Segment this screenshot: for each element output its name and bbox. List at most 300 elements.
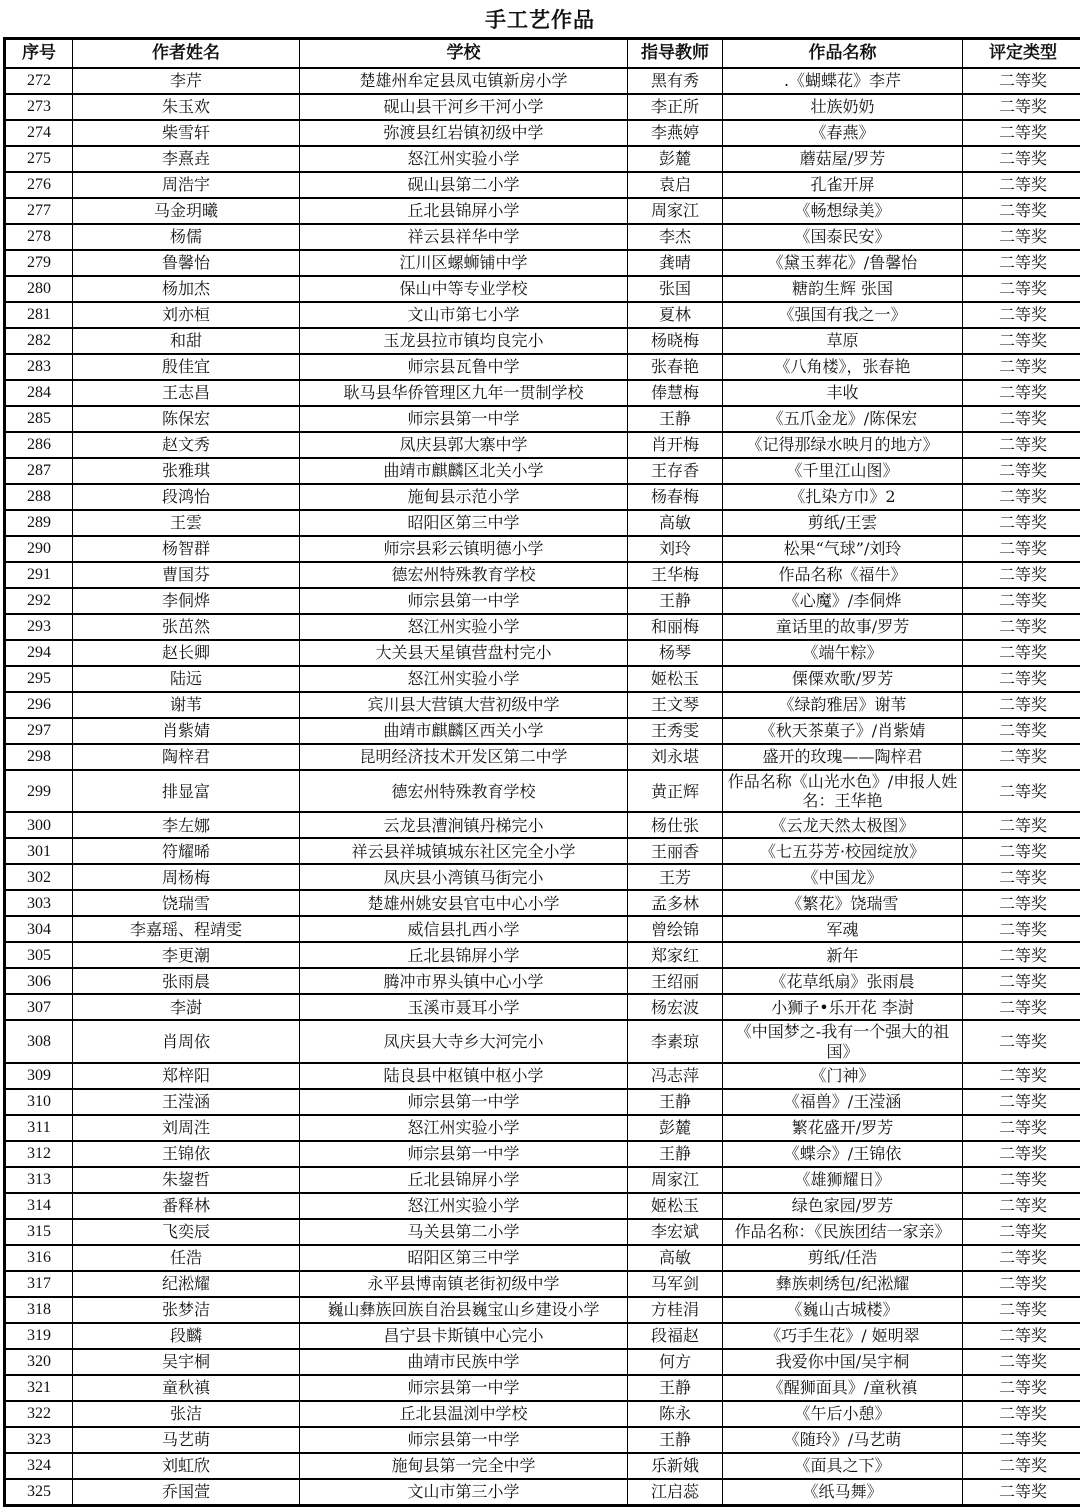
cell-index: 281: [5, 302, 73, 328]
cell-work: 《黛玉葬花》/鲁馨怡: [723, 250, 963, 276]
cell-school: 昭阳区第三中学: [300, 510, 628, 536]
cell-school: 楚雄州牟定县凤屯镇新房小学: [300, 68, 628, 94]
cell-teacher: 黑有秀: [628, 68, 723, 94]
cell-work: 剪纸/任浩: [723, 1245, 963, 1271]
cell-award: 二等奖: [963, 968, 1080, 994]
cell-award: 二等奖: [963, 484, 1080, 510]
cell-work: 《七五芬芳·校园绽放》: [723, 838, 963, 864]
cell-teacher: 龚晴: [628, 250, 723, 276]
cell-index: 289: [5, 510, 73, 536]
cell-work: 《午后小憩》: [723, 1401, 963, 1427]
cell-author: 张梦洁: [73, 1297, 300, 1323]
cell-author: 周杨梅: [73, 864, 300, 890]
cell-work: 剪纸/王雲: [723, 510, 963, 536]
cell-index: 299: [5, 770, 73, 812]
cell-index: 275: [5, 146, 73, 172]
cell-award: 二等奖: [963, 1427, 1080, 1453]
cell-teacher: 王文琴: [628, 692, 723, 718]
cell-work: 《五爪金龙》/陈保宏: [723, 406, 963, 432]
cell-work: 《纸马舞》: [723, 1479, 963, 1506]
cell-teacher: 高敏: [628, 510, 723, 536]
table-row: [5, 1193, 1080, 1219]
cell-teacher: 方桂涓: [628, 1297, 723, 1323]
cell-school: 宾川县大营镇大营初级中学: [300, 692, 628, 718]
cell-teacher: 张春艳: [628, 354, 723, 380]
cell-teacher: 高敏: [628, 1245, 723, 1271]
cell-school: 师宗县第一中学: [300, 1089, 628, 1115]
cell-award: 二等奖: [963, 1020, 1080, 1062]
cell-award: 二等奖: [963, 994, 1080, 1020]
cell-index: 296: [5, 692, 73, 718]
column-header-teacher: 指导教师: [628, 39, 723, 69]
cell-work: 《醒狮面具》/童秋禛: [723, 1375, 963, 1401]
cell-index: 310: [5, 1089, 73, 1115]
cell-index: 307: [5, 994, 73, 1020]
cell-teacher: 俸慧梅: [628, 380, 723, 406]
cell-award: 二等奖: [963, 1271, 1080, 1297]
cell-school: 文山市第七小学: [300, 302, 628, 328]
cell-work: 壮族奶奶: [723, 94, 963, 120]
cell-author: 谢苇: [73, 692, 300, 718]
cell-index: 300: [5, 812, 73, 838]
cell-index: 297: [5, 718, 73, 744]
cell-award: 二等奖: [963, 640, 1080, 666]
table-row: [5, 1323, 1080, 1349]
cell-work: 彝族刺绣包/纪淞耀: [723, 1271, 963, 1297]
cell-work: 作品名称《山光水色》/申报人姓名：王华艳: [723, 770, 963, 812]
cell-work: 《八角楼》，张春艳: [723, 354, 963, 380]
cell-index: 298: [5, 744, 73, 770]
cell-index: 292: [5, 588, 73, 614]
cell-teacher: 王静: [628, 1089, 723, 1115]
cell-index: 304: [5, 916, 73, 942]
cell-award: 二等奖: [963, 916, 1080, 942]
cell-work: 《心魔》/李侗烨: [723, 588, 963, 614]
cell-index: 287: [5, 458, 73, 484]
cell-work: 童话里的故事/罗芳: [723, 614, 963, 640]
cell-author: 朱鋆哲: [73, 1167, 300, 1193]
cell-award: 二等奖: [963, 1323, 1080, 1349]
table-row: [5, 864, 1080, 890]
cell-work: 糖韵生辉 张国: [723, 276, 963, 302]
cell-author: 曹国芬: [73, 562, 300, 588]
cell-work: 《繁花》饶瑞雪: [723, 890, 963, 916]
cell-work: 蘑菇屋/罗芳: [723, 146, 963, 172]
cell-award: 二等奖: [963, 510, 1080, 536]
cell-index: 305: [5, 942, 73, 968]
cell-teacher: 杨琴: [628, 640, 723, 666]
cell-author: 赵长卿: [73, 640, 300, 666]
cell-work: 《中国梦之-我有一个强大的祖国》: [723, 1020, 963, 1062]
cell-teacher: 王芳: [628, 864, 723, 890]
cell-index: 313: [5, 1167, 73, 1193]
cell-award: 二等奖: [963, 1297, 1080, 1323]
cell-teacher: 王丽香: [628, 838, 723, 864]
table-row: [5, 692, 1080, 718]
cell-work: 《云龙天然太极图》: [723, 812, 963, 838]
table-row: [5, 146, 1080, 172]
cell-award: 二等奖: [963, 1401, 1080, 1427]
column-header-work: 作品名称: [723, 39, 963, 69]
cell-award: 二等奖: [963, 1453, 1080, 1479]
table-row: [5, 666, 1080, 692]
cell-school: 保山中等专业学校: [300, 276, 628, 302]
cell-work: 绿色家园/罗芳: [723, 1193, 963, 1219]
cell-school: 腾冲市界头镇中心小学: [300, 968, 628, 994]
cell-award: 二等奖: [963, 1375, 1080, 1401]
cell-award: 二等奖: [963, 1141, 1080, 1167]
cell-work: 盛开的玫瑰——陶梓君: [723, 744, 963, 770]
cell-school: 永平县博南镇老街初级中学: [300, 1271, 628, 1297]
cell-award: 二等奖: [963, 1115, 1080, 1141]
cell-teacher: 周家江: [628, 1167, 723, 1193]
cell-teacher: 马军剑: [628, 1271, 723, 1297]
table-row: [5, 1453, 1080, 1479]
cell-author: 刘亦桓: [73, 302, 300, 328]
cell-index: 325: [5, 1479, 73, 1506]
cell-author: 肖紫婧: [73, 718, 300, 744]
cell-author: 符耀晞: [73, 838, 300, 864]
cell-school: 丘北县锦屏小学: [300, 1167, 628, 1193]
cell-school: 楚雄州姚安县官屯中心小学: [300, 890, 628, 916]
cell-author: 王滢涵: [73, 1089, 300, 1115]
cell-work: 《随玲》/马艺萌: [723, 1427, 963, 1453]
column-header-award: 评定类型: [963, 39, 1080, 69]
cell-author: 李澍: [73, 994, 300, 1020]
table-row: [5, 890, 1080, 916]
table-row: [5, 718, 1080, 744]
cell-author: 段鸿怡: [73, 484, 300, 510]
cell-work: 《花草纸扇》张雨晨: [723, 968, 963, 994]
table-row: [5, 536, 1080, 562]
table-row: [5, 562, 1080, 588]
cell-teacher: 王静: [628, 588, 723, 614]
cell-teacher: 郑家红: [628, 942, 723, 968]
cell-award: 二等奖: [963, 838, 1080, 864]
cell-author: 排显富: [73, 770, 300, 812]
cell-work: 小狮子•乐开花 李澍: [723, 994, 963, 1020]
cell-author: 张洁: [73, 1401, 300, 1427]
cell-award: 二等奖: [963, 302, 1080, 328]
cell-award: 二等奖: [963, 890, 1080, 916]
cell-work: 军魂: [723, 916, 963, 942]
cell-index: 290: [5, 536, 73, 562]
cell-author: 陶梓君: [73, 744, 300, 770]
cell-award: 二等奖: [963, 406, 1080, 432]
cell-school: 施甸县第一完全中学: [300, 1453, 628, 1479]
cell-author: 柴雪轩: [73, 120, 300, 146]
cell-index: 282: [5, 328, 73, 354]
cell-work: 作品名称：《民族团结一家亲》: [723, 1219, 963, 1245]
cell-author: 段麟: [73, 1323, 300, 1349]
cell-award: 二等奖: [963, 224, 1080, 250]
cell-index: 280: [5, 276, 73, 302]
cell-school: 师宗县彩云镇明德小学: [300, 536, 628, 562]
cell-author: 张茁然: [73, 614, 300, 640]
cell-index: 293: [5, 614, 73, 640]
cell-school: 师宗县第一中学: [300, 406, 628, 432]
cell-school: 昆明经济技术开发区第二中学: [300, 744, 628, 770]
cell-index: 308: [5, 1020, 73, 1062]
cell-index: 285: [5, 406, 73, 432]
cell-work: 《巧手生花》/ 姬明翠: [723, 1323, 963, 1349]
cell-author: 吴宇桐: [73, 1349, 300, 1375]
cell-teacher: 王秀雯: [628, 718, 723, 744]
cell-award: 二等奖: [963, 458, 1080, 484]
cell-author: 朱玉欢: [73, 94, 300, 120]
cell-author: 李左娜: [73, 812, 300, 838]
cell-award: 二等奖: [963, 744, 1080, 770]
cell-author: 王雲: [73, 510, 300, 536]
cell-author: 张雅琪: [73, 458, 300, 484]
cell-work: 《蝶佘》/王锦依: [723, 1141, 963, 1167]
cell-school: 怒江州实验小学: [300, 1115, 628, 1141]
cell-work: 《福兽》/王滢涵: [723, 1089, 963, 1115]
cell-teacher: 何方: [628, 1349, 723, 1375]
cell-index: 315: [5, 1219, 73, 1245]
cell-author: 李熹垚: [73, 146, 300, 172]
cell-school: 怒江州实验小学: [300, 666, 628, 692]
table-row: [5, 588, 1080, 614]
cell-teacher: 王静: [628, 1427, 723, 1453]
cell-index: 309: [5, 1063, 73, 1089]
cell-author: 杨智群: [73, 536, 300, 562]
cell-school: 丘北县锦屏小学: [300, 942, 628, 968]
cell-work: 我爱你中国/吴宇桐: [723, 1349, 963, 1375]
cell-author: 李侗烨: [73, 588, 300, 614]
table-row: [5, 994, 1080, 1020]
cell-school: 怒江州实验小学: [300, 146, 628, 172]
cell-school: 马关县第二小学: [300, 1219, 628, 1245]
table-row: [5, 406, 1080, 432]
table-row: [5, 1271, 1080, 1297]
cell-index: 284: [5, 380, 73, 406]
cell-teacher: 王静: [628, 1375, 723, 1401]
table-row: [5, 1167, 1080, 1193]
cell-index: 277: [5, 198, 73, 224]
cell-school: 曲靖市麒麟区北关小学: [300, 458, 628, 484]
cell-teacher: 李杰: [628, 224, 723, 250]
cell-teacher: 刘永堪: [628, 744, 723, 770]
cell-work: 《雄狮耀日》: [723, 1167, 963, 1193]
cell-teacher: 刘玲: [628, 536, 723, 562]
cell-work: 草原: [723, 328, 963, 354]
cell-award: 二等奖: [963, 536, 1080, 562]
cell-school: 怒江州实验小学: [300, 1193, 628, 1219]
table-row: [5, 1427, 1080, 1453]
cell-award: 二等奖: [963, 666, 1080, 692]
awards-table: [3, 37, 1080, 1507]
table-header-row: [5, 39, 1080, 69]
cell-author: 王锦依: [73, 1141, 300, 1167]
cell-work: 《中国龙》: [723, 864, 963, 890]
cell-school: 施甸县示范小学: [300, 484, 628, 510]
cell-award: 二等奖: [963, 172, 1080, 198]
cell-author: 刘周泩: [73, 1115, 300, 1141]
cell-school: 文山市第三小学: [300, 1479, 628, 1506]
cell-school: 师宗县瓦鲁中学: [300, 354, 628, 380]
cell-school: 江川区螺蛳铺中学: [300, 250, 628, 276]
table-row: [5, 458, 1080, 484]
cell-index: 295: [5, 666, 73, 692]
cell-author: 和甜: [73, 328, 300, 354]
cell-work: 繁花盛开/罗芳: [723, 1115, 963, 1141]
cell-school: 凤庆县郭大寨中学: [300, 432, 628, 458]
cell-award: 二等奖: [963, 812, 1080, 838]
cell-index: 286: [5, 432, 73, 458]
cell-index: 276: [5, 172, 73, 198]
table-row: [5, 1219, 1080, 1245]
table-row: [5, 640, 1080, 666]
table-row: [5, 250, 1080, 276]
cell-school: 师宗县第一中学: [300, 1375, 628, 1401]
cell-teacher: 李素琼: [628, 1020, 723, 1062]
cell-index: 274: [5, 120, 73, 146]
cell-school: 德宏州特殊教育学校: [300, 770, 628, 812]
table-row: [5, 94, 1080, 120]
cell-author: 王志昌: [73, 380, 300, 406]
column-header-author: 作者姓名: [73, 39, 300, 69]
cell-author: 郑梓阳: [73, 1063, 300, 1089]
cell-work: 《记得那绿水映月的地方》: [723, 432, 963, 458]
cell-award: 二等奖: [963, 1245, 1080, 1271]
cell-award: 二等奖: [963, 354, 1080, 380]
table-row: [5, 1401, 1080, 1427]
cell-award: 二等奖: [963, 432, 1080, 458]
cell-school: 昭阳区第三中学: [300, 1245, 628, 1271]
cell-award: 二等奖: [963, 692, 1080, 718]
cell-school: 德宏州特殊教育学校: [300, 562, 628, 588]
cell-index: 316: [5, 1245, 73, 1271]
cell-teacher: 王静: [628, 1141, 723, 1167]
cell-school: 云龙县漕涧镇丹梯完小: [300, 812, 628, 838]
cell-award: 二等奖: [963, 1167, 1080, 1193]
cell-school: 陆良县中枢镇中枢小学: [300, 1063, 628, 1089]
cell-teacher: 陈永: [628, 1401, 723, 1427]
cell-work: 新年: [723, 942, 963, 968]
cell-author: 乔国萱: [73, 1479, 300, 1506]
cell-award: 二等奖: [963, 1219, 1080, 1245]
cell-teacher: 乐新娥: [628, 1453, 723, 1479]
cell-teacher: 杨晓梅: [628, 328, 723, 354]
cell-author: 李更潮: [73, 942, 300, 968]
cell-teacher: 江启蕊: [628, 1479, 723, 1506]
table-row: [5, 1020, 1080, 1062]
cell-award: 二等奖: [963, 1089, 1080, 1115]
cell-author: 杨儒: [73, 224, 300, 250]
cell-teacher: 李宏斌: [628, 1219, 723, 1245]
cell-teacher: 王存香: [628, 458, 723, 484]
cell-award: 二等奖: [963, 1479, 1080, 1506]
cell-author: 饶瑞雪: [73, 890, 300, 916]
cell-author: 张雨晨: [73, 968, 300, 994]
table-row: [5, 302, 1080, 328]
cell-index: 294: [5, 640, 73, 666]
table-row: [5, 968, 1080, 994]
cell-work: 《春燕》: [723, 120, 963, 146]
cell-award: 二等奖: [963, 276, 1080, 302]
cell-award: 二等奖: [963, 146, 1080, 172]
table-row: [5, 68, 1080, 94]
cell-school: 凤庆县大寺乡大河完小: [300, 1020, 628, 1062]
cell-index: 317: [5, 1271, 73, 1297]
cell-teacher: 周家江: [628, 198, 723, 224]
cell-teacher: 和丽梅: [628, 614, 723, 640]
cell-school: 砚山县干河乡干河小学: [300, 94, 628, 120]
cell-index: 279: [5, 250, 73, 276]
cell-school: 师宗县第一中学: [300, 1427, 628, 1453]
table-row: [5, 770, 1080, 812]
column-header-school: 学校: [300, 39, 628, 69]
cell-work: 《绿韵雅居》谢苇: [723, 692, 963, 718]
cell-work: 《扎染方巾》2: [723, 484, 963, 510]
cell-work: 傈僳欢歌/罗芳: [723, 666, 963, 692]
cell-index: 301: [5, 838, 73, 864]
cell-teacher: 段福赵: [628, 1323, 723, 1349]
cell-school: 丘北县锦屏小学: [300, 198, 628, 224]
table-row: [5, 1245, 1080, 1271]
cell-school: 师宗县第一中学: [300, 1141, 628, 1167]
table-row: [5, 744, 1080, 770]
cell-award: 二等奖: [963, 614, 1080, 640]
cell-award: 二等奖: [963, 718, 1080, 744]
table-body: [5, 68, 1080, 1505]
cell-school: 怒江州实验小学: [300, 614, 628, 640]
cell-school: 丘北县温浏中学校: [300, 1401, 628, 1427]
cell-school: 曲靖市民族中学: [300, 1349, 628, 1375]
cell-award: 二等奖: [963, 328, 1080, 354]
cell-index: 306: [5, 968, 73, 994]
cell-award: 二等奖: [963, 68, 1080, 94]
cell-author: 杨加杰: [73, 276, 300, 302]
cell-teacher: 孟多林: [628, 890, 723, 916]
table-row: [5, 1115, 1080, 1141]
cell-award: 二等奖: [963, 770, 1080, 812]
table-row: [5, 328, 1080, 354]
cell-author: 刘虹欣: [73, 1453, 300, 1479]
cell-index: 324: [5, 1453, 73, 1479]
cell-school: 耿马县华侨管理区九年一贯制学校: [300, 380, 628, 406]
table-row: [5, 1063, 1080, 1089]
cell-school: 凤庆县小湾镇马街完小: [300, 864, 628, 890]
cell-school: 师宗县第一中学: [300, 588, 628, 614]
cell-teacher: 王静: [628, 406, 723, 432]
cell-author: 马金玥曦: [73, 198, 300, 224]
cell-author: 周浩宇: [73, 172, 300, 198]
cell-work: 《强国有我之一》: [723, 302, 963, 328]
table-row: [5, 224, 1080, 250]
cell-work: 《面具之下》: [723, 1453, 963, 1479]
cell-teacher: 王华梅: [628, 562, 723, 588]
cell-school: 砚山县第二小学: [300, 172, 628, 198]
table-row: [5, 1375, 1080, 1401]
cell-index: 278: [5, 224, 73, 250]
cell-teacher: 彭麓: [628, 146, 723, 172]
cell-index: 314: [5, 1193, 73, 1219]
cell-author: 任浩: [73, 1245, 300, 1271]
cell-work: 《秋天茶菓子》/肖紫婧: [723, 718, 963, 744]
cell-author: 陈保宏: [73, 406, 300, 432]
cell-work: 《巍山古城楼》: [723, 1297, 963, 1323]
column-header-index: 序号: [5, 39, 73, 69]
cell-work: 孔雀开屏: [723, 172, 963, 198]
cell-school: 玉溪市聂耳小学: [300, 994, 628, 1020]
cell-award: 二等奖: [963, 250, 1080, 276]
cell-index: 311: [5, 1115, 73, 1141]
cell-author: 鲁馨怡: [73, 250, 300, 276]
cell-author: 殷佳宜: [73, 354, 300, 380]
cell-work: 丰收: [723, 380, 963, 406]
